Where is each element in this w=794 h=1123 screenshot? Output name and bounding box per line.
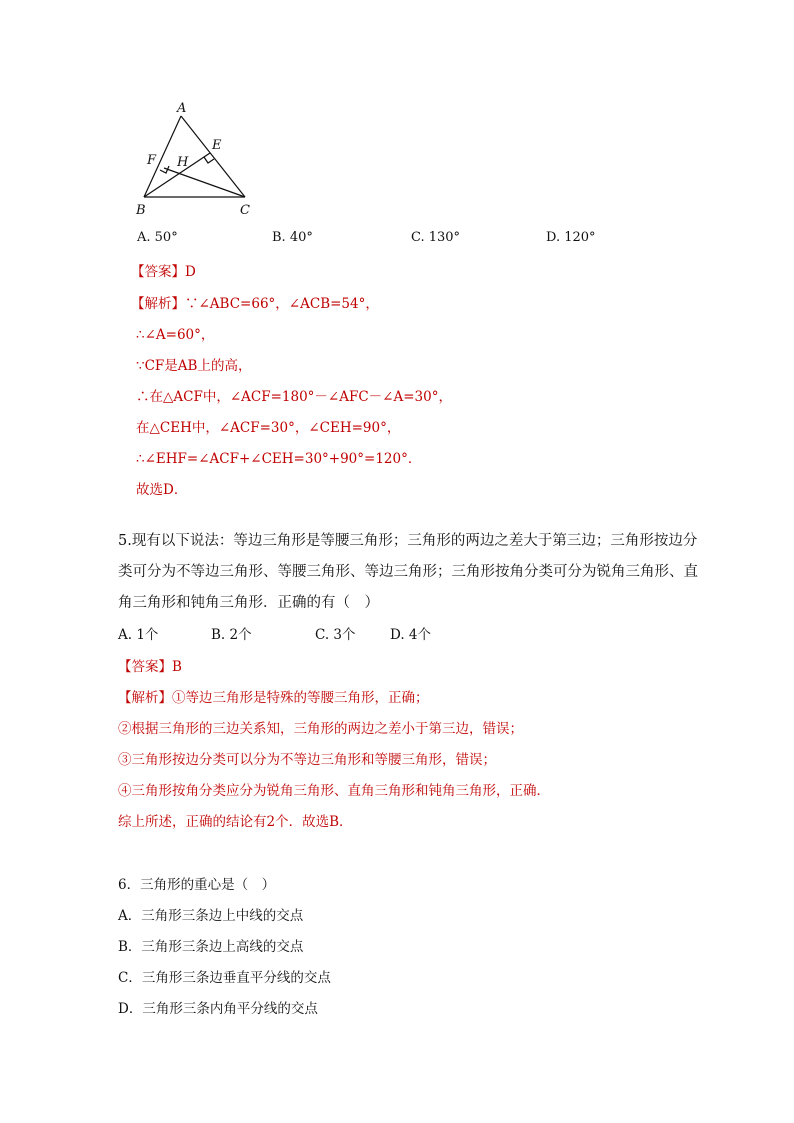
q4-option-d: D. 120°	[546, 230, 596, 245]
q6-stem: 6．三角形的重心是（ ）	[118, 877, 276, 893]
q5-option-c: C. 3个	[315, 627, 356, 643]
q4-analysis-line-6: ∴∠EHF=∠ACF+∠CEH=30°+90°=120°．	[136, 451, 422, 467]
q5-stem-line-3: 角三角形和钝角三角形．正确的有（ ）	[118, 595, 379, 611]
q5-summary: 综上所述，正确的结论有2个．故选B．	[118, 814, 353, 830]
q5-option-b: B. 2个	[211, 627, 252, 643]
q4-analysis-line-7: 故选D．	[136, 482, 188, 498]
answer-label: 【答案】	[131, 264, 185, 280]
q4-analysis-line-3: ∵CF是AB上的高，	[136, 358, 252, 374]
label-b: B	[136, 203, 146, 218]
answer-label: 【答案】	[118, 659, 172, 675]
q4-analysis-line-1: 【解析】∵∠ABC=66°，∠ACB=54°，	[131, 296, 379, 312]
side-ac	[181, 116, 245, 197]
triangle-figure	[128, 96, 268, 221]
q4-option-a: A. 50°	[137, 230, 178, 245]
q5-analysis-line-1: 【解析】①等边三角形是特殊的等腰三角形，正确；	[118, 690, 429, 706]
label-c: C	[240, 203, 250, 218]
q4-analysis-line-2: ∴∠A=60°，	[136, 327, 215, 343]
q5-analysis-line-4: ④三角形按角分类应分为锐角三角形、直角三角形和钝角三角形，正确．	[118, 783, 550, 799]
label-f: F	[147, 153, 157, 168]
analysis-label: 【解析】	[118, 690, 172, 706]
q6-option-d: D．三角形三条内角平分线的交点	[118, 1001, 318, 1017]
answer-value: D	[185, 264, 196, 280]
answer-value: B	[172, 659, 182, 675]
q6-option-b: B．三角形三条边上高线的交点	[118, 939, 304, 955]
q5-option-d: D. 4个	[390, 627, 432, 643]
q5-stem-line-2: 类可分为不等边三角形、等腰三角形、等边三角形；三角形按角分类可分为锐角三角形、直	[118, 564, 698, 580]
label-a: A	[177, 101, 187, 116]
q4-option-b: B. 40°	[272, 230, 313, 245]
q5-answer	[118, 655, 182, 675]
q6-option-a: A．三角形三条边上中线的交点	[118, 908, 304, 924]
q5-option-a: A. 1个	[118, 627, 159, 643]
right-angle-mark-e	[204, 157, 214, 163]
q5-analysis-line-3: ③三角形按边分类可以分为不等边三角形和等腰三角形，错误；	[118, 752, 496, 768]
right-angle-mark-f	[160, 166, 169, 173]
q5-stem-line-1: 5.现有以下说法：等边三角形是等腰三角形；三角形的两边之差大于第三边；三角形按边分	[118, 533, 698, 549]
q4-answer	[131, 260, 196, 280]
label-h: H	[177, 155, 189, 170]
q4-analysis-line-4: ∴在△ACF中，∠ACF=180°－∠AFC－∠A=30°，	[136, 389, 452, 405]
q6-option-c: C．三角形三条边垂直平分线的交点	[118, 970, 331, 986]
analysis-label: 【解析】	[131, 296, 185, 312]
label-e: E	[212, 138, 222, 153]
q4-analysis-line-5: 在△CEH中，∠ACF=30°，∠CEH=90°，	[136, 420, 401, 436]
q4-option-c: C. 130°	[411, 230, 461, 245]
q5-analysis-line-2: ②根据三角形的三边关系知，三角形的两边之差小于第三边，错误；	[118, 721, 523, 737]
